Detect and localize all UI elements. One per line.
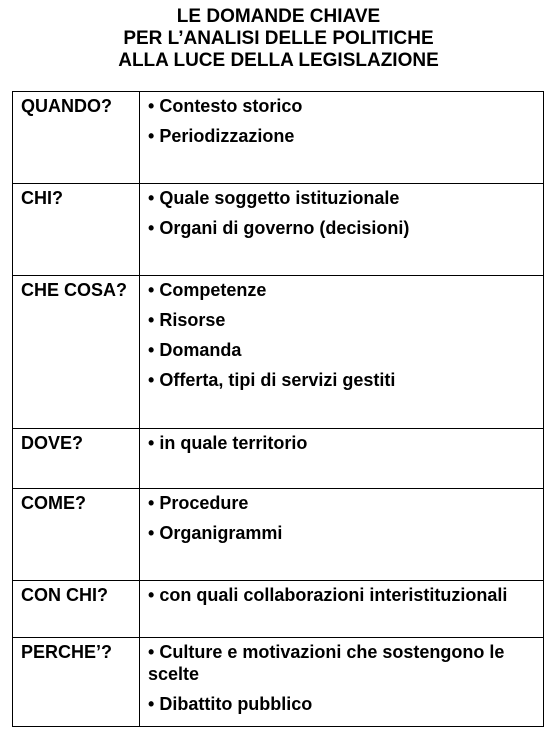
list-item-text: Organigrammi — [159, 523, 283, 543]
list-item-text: con quali collaborazioni interistituzionali — [159, 585, 508, 605]
title-line-2: PER L’ANALISI DELLE POLITICHE — [123, 28, 434, 49]
table-row — [13, 489, 544, 581]
question-label: DOVE? — [21, 433, 84, 453]
list-item — [148, 584, 537, 606]
bullet-glyph: • — [148, 433, 155, 453]
list-item-text: Culture e motivazioni che sostengono le scelte — [148, 642, 505, 684]
question-cell — [13, 429, 140, 489]
list-item-text: Organi di governo (decisioni) — [159, 218, 410, 238]
question-label: PERCHE’? — [21, 642, 113, 662]
bullet-glyph: • — [148, 188, 155, 208]
table-row — [13, 638, 544, 727]
answer-cell — [140, 184, 544, 276]
bullet-glyph: • — [148, 96, 155, 116]
table-row — [13, 92, 544, 184]
list-item — [148, 217, 537, 239]
bullet-glyph: • — [148, 218, 155, 238]
list-item-text: Domanda — [159, 340, 242, 360]
question-label: CON CHI? — [21, 585, 108, 605]
answer-cell — [140, 581, 544, 638]
question-cell — [13, 489, 140, 581]
question-label: CHE COSA? — [21, 280, 128, 300]
key-questions-table — [12, 91, 544, 727]
bullet-glyph: • — [148, 523, 155, 543]
title-line-1: LE DOMANDE CHIAVE — [176, 6, 381, 27]
list-item-text: Offerta, tipi di servizi gestiti — [159, 370, 396, 390]
question-label: CHI? — [21, 188, 63, 208]
answer-cell — [140, 92, 544, 184]
list-item — [148, 125, 537, 147]
answer-cell — [140, 276, 544, 429]
list-item-text: Quale soggetto istituzionale — [159, 188, 400, 208]
question-cell — [13, 276, 140, 429]
list-item — [148, 95, 537, 117]
answer-cell — [140, 429, 544, 489]
list-item-text: Competenze — [159, 280, 267, 300]
bullet-glyph: • — [148, 585, 155, 605]
table-row — [13, 429, 544, 489]
list-item — [148, 492, 537, 514]
page-title — [0, 6, 557, 72]
question-cell — [13, 581, 140, 638]
list-item-text: Periodizzazione — [159, 126, 295, 146]
answer-cell — [140, 489, 544, 581]
question-label: QUANDO? — [21, 96, 112, 116]
list-item — [148, 187, 537, 209]
table-row — [13, 276, 544, 429]
question-label: COME? — [21, 493, 86, 513]
question-cell — [13, 184, 140, 276]
list-item — [148, 693, 537, 715]
bullet-glyph: • — [148, 310, 155, 330]
list-item-text: Risorse — [159, 310, 226, 330]
bullet-glyph: • — [148, 642, 155, 662]
bullet-glyph: • — [148, 370, 155, 390]
table-row — [13, 581, 544, 638]
bullet-glyph: • — [148, 280, 155, 300]
bullet-glyph: • — [148, 493, 155, 513]
list-item-text: Contesto storico — [159, 96, 303, 116]
list-item — [148, 279, 537, 301]
bullet-glyph: • — [148, 126, 155, 146]
list-item-text: Procedure — [159, 493, 249, 513]
list-item-text: Dibattito pubblico — [159, 694, 313, 714]
list-item — [148, 522, 537, 544]
table-row — [13, 184, 544, 276]
title-line-3: ALLA LUCE DELLA LEGISLAZIONE — [118, 50, 439, 71]
answer-cell — [140, 638, 544, 727]
question-cell — [13, 638, 140, 727]
bullet-glyph: • — [148, 340, 155, 360]
list-item — [148, 309, 537, 331]
list-item — [148, 432, 537, 454]
bullet-glyph: • — [148, 694, 155, 714]
question-cell — [13, 92, 140, 184]
list-item — [148, 369, 537, 391]
list-item — [148, 641, 537, 685]
list-item — [148, 339, 537, 361]
list-item-text: in quale territorio — [159, 433, 308, 453]
